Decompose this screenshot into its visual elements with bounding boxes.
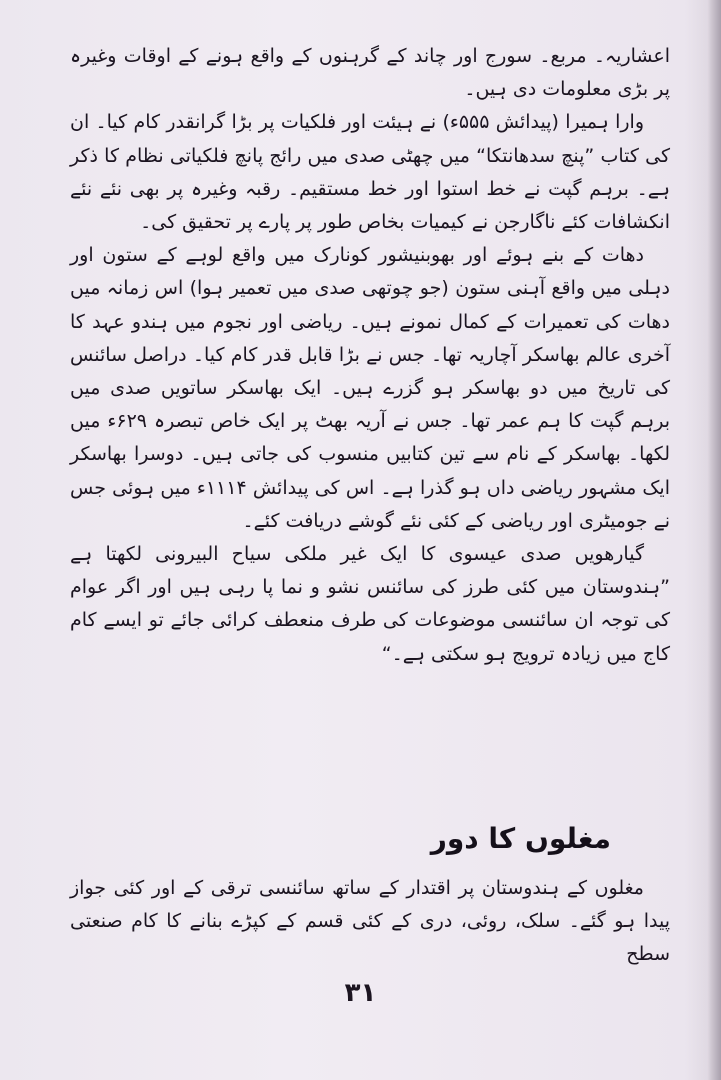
page-spine-edge — [707, 0, 721, 1080]
paragraph-3: دھات کے بنے ہوئے اور بھوبنیشور کونارک میں واقع لوہے کے ستون اور دہلی میں واقع آہنی ستون (جو چوتھی صدی میں تعمیر ہوا) اس زمانہ میں دھات کی تعمیرات کے کمال نمونے ہیں۔ ریاضی اور نجوم میں ہندو عہد کا آخری عالم بھاسکر آچاریہ تھا۔ جس نے بڑا قابل قدر کام کیا۔ دراصل سائنس کی تاریخ میں دو بھاسکر ہو گزرے ہیں۔ ایک بھاسکر ساتویں صدی میں برہم گپت کا ہم عمر تھا۔ جس نے آریہ بھٹ پر ایک خاص تبصرہ ۶۲۹ء میں لکھا۔ بھاسکر کے نام سے تین کتابیں منسوب کی جاتی ہیں۔ دوسرا بھاسکر ایک مشہور ریاضی داں ہو گذرا ہے۔ اس کی پیدائش ۱۱۱۴ء میں ہوئی جس نے جومیٹری اور ریاضی کے کئی نئے گوشے دریافت کئے۔ — [70, 244, 671, 532]
paragraph-2: وارا ہمیرا (پیدائش ۵۵۵ء) نے ہیئت اور فلکیات پر بڑا گرانقدر کام کیا۔ ان کی کتاب ”پنچ سدھانتکا“ میں چھٹی صدی میں رائج پانچ فلکیاتی نظام کا ذکر ہے۔ برہم گپت نے خط استوا اور خط مستقیم۔ رقبہ وغیرہ پر بھی نئے نئے انکشافات کئے ناگارجن نے کیمیات بخاص طور پر پارے پر تحقیق کی۔ — [70, 111, 670, 234]
paragraph-1: اعشاریہ۔ مربع۔ سورج اور چاند کے گرہنوں کے واقع ہونے کے اوقات وغیرہ پر بڑی معلومات دی ہیں۔ — [70, 45, 670, 101]
paragraph-4: گیارھویں صدی عیسوی کا ایک غیر ملکی سیاح البیرونی لکھتا ہے ”ہندوستان میں کئی طرز کی سائنس نشو و نما پا رہی ہیں اور اگر عوام کی توجہ ان سائنسی موضوعات کی طرف منعطف کرائی جائے تو ایسے کام کاج میں زیادہ ترویج ہو سکتی ہے۔“ — [70, 543, 670, 665]
section-text-block — [70, 872, 670, 972]
page-number: ۳۱ — [344, 978, 377, 1008]
section-heading: مغلوں کا دور — [430, 822, 611, 855]
main-text-block — [70, 40, 670, 671]
section-paragraph: مغلوں کے ہندوستان پر اقتدار کے ساتھ سائنسی ترقی کے اور کئی جواز پیدا ہو گئے۔ سلک، روئی، دری کے کئی قسم کے کپڑے بنانے کا کام صنعتی سطح — [70, 877, 670, 966]
